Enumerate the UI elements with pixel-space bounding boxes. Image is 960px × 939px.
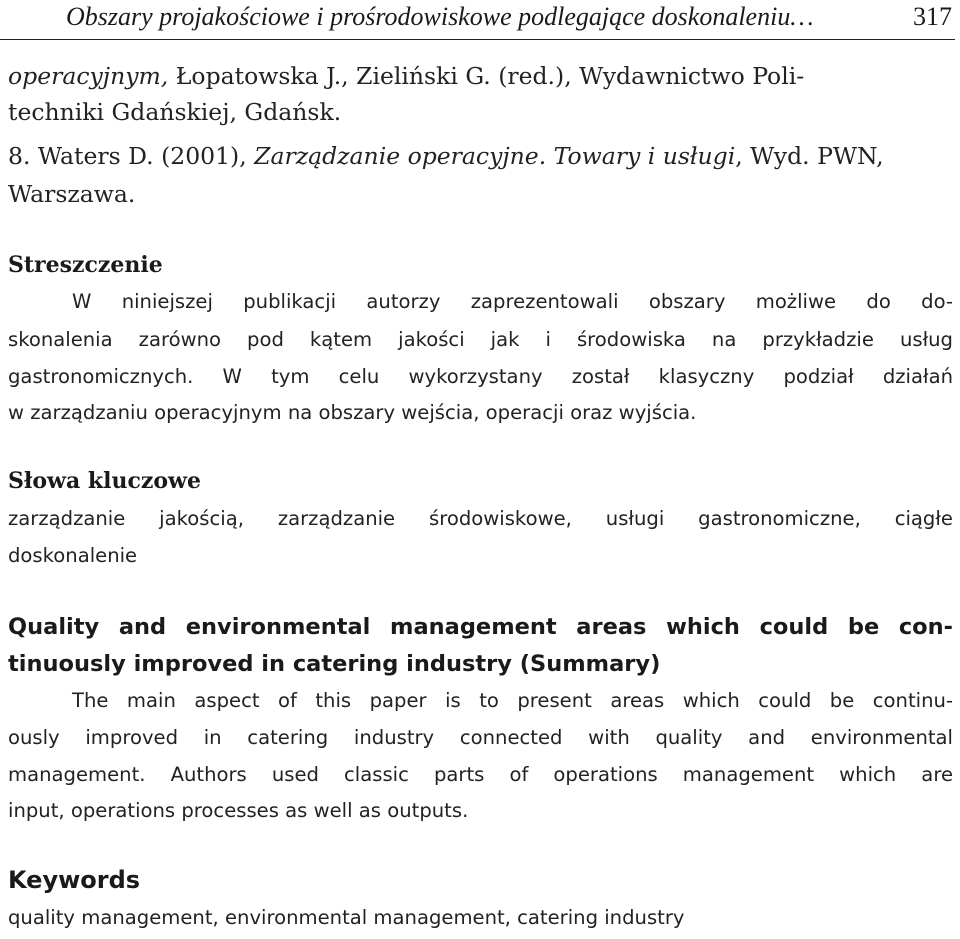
slowa-kluczowe-heading: Słowa kluczowe (8, 468, 201, 494)
reference-8-title: Zarządzanie operacyjne. Towary i usługi (254, 142, 736, 170)
summary-title-line-1: Quality and environmental management areas which could be con- (8, 614, 953, 640)
streszczenie-line-1: W niniejszej publikacji autorzy zaprezentowali obszary możliwe do do- (72, 290, 953, 313)
summary-line-3: management. Authors used classic parts of operations management which are (8, 763, 953, 786)
keywords-text: quality management, environmental management, catering industry (8, 906, 685, 929)
slowa-kluczowe-line-1: zarządzanie jakością, zarządzanie środowiskowe, usługi gastronomiczne, ciągłe (8, 507, 953, 530)
running-header (0, 0, 955, 40)
reference-line-1 (8, 62, 804, 90)
streszczenie-line-3: gastronomicznych. W tym celu wykorzystany został klasyczny podział działań (8, 365, 953, 388)
reference-line-4: Warszawa. (8, 180, 136, 208)
streszczenie-heading: Streszczenie (8, 252, 163, 278)
page-number: 317 (913, 2, 952, 31)
reference-line-3 (8, 142, 884, 170)
reference-line-1-rest: Łopatowska J., Zieliński G. (red.), Wydawnictwo Poli- (168, 62, 805, 90)
streszczenie-line-4: w zarządzaniu operacyjnym na obszary wejścia, operacji oraz wyjścia. (8, 401, 697, 424)
keywords-heading: Keywords (8, 866, 141, 894)
summary-title-line-2: tinuously improved in catering industry (Summary) (8, 651, 661, 677)
slowa-kluczowe-line-2: doskonalenie (8, 544, 138, 567)
reference-line-2: techniki Gdańskiej, Gdańsk. (8, 98, 342, 126)
summary-line-4: input, operations processes as well as outputs. (8, 799, 469, 822)
reference-8-lead: 8. Waters D. (2001), (8, 142, 255, 170)
reference-line-1-italic: operacyjnym, (8, 62, 169, 90)
running-title: Obszary projakościowe i prośrodowiskowe podlegające doskonaleniu… (66, 2, 814, 31)
reference-8-publisher: , Wyd. PWN, (735, 142, 884, 170)
summary-line-2: ously improved in catering industry connected with quality and environmental (8, 726, 953, 749)
streszczenie-line-2: skonalenia zarówno pod kątem jakości jak i środowiska na przykładzie usług (8, 328, 953, 351)
summary-line-1: The main aspect of this paper is to present areas which could be continu- (72, 689, 953, 712)
